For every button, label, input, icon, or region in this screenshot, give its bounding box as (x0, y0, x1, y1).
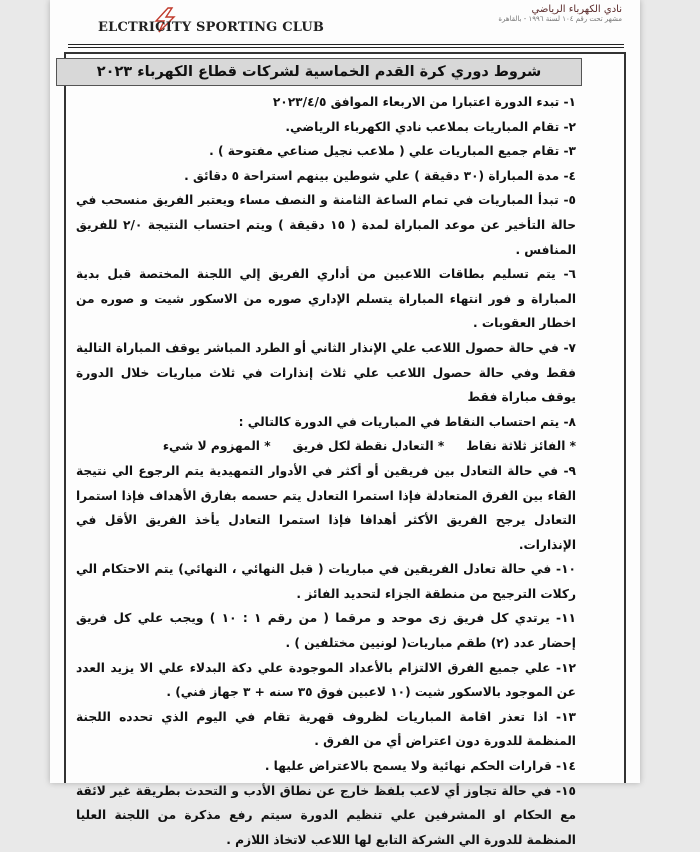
club-name-arabic: نادي الكهرباء الرياضي (531, 4, 622, 15)
club-name-english: ELCTRICITY SPORTING CLUB (98, 20, 325, 35)
rule-item: ٨- يتم احتساب النقاط في المباريات في الدورة كالتالي : (238, 414, 576, 429)
rule-item: ١٥- في حالة تجاوز أي لاعب بلفظ خارج عن نطاق الأدب و التحدث بطريقة غير لائقة مع الحكام او المشرفين علي تنظيم الدورة سيتم رفع مذكرة من اللجنة العليا المنظمة للدورة الي الشركة التابع لها اللاعب لاتخاذ اللازم . (76, 783, 576, 847)
club-registration: مشهر تحت رقم ١٠٤ لسنة ١٩٩٦ - بالقاهرة (498, 15, 622, 23)
rule-item: ١٤- قرارات الحكم نهائية ولا يسمح بالاعتراض عليها . (264, 759, 576, 774)
points-loss: * المهزوم لا شيء (162, 439, 271, 454)
rules-list (76, 90, 576, 852)
rule-item: ٥- تبدأ المباريات في تمام الساعة الثامنة و النصف مساء ويعتبر الفريق منسحب في حالة التأخير عن موعد المباراة لمدة ( ١٥ دقيقة ) ويتم احتساب النتيجة ٢/٠ للفريق المنافس . (76, 193, 576, 257)
rule-item: ٩- في حالة التعادل بين فريقين أو أكثر في الأدوار التمهيدية يتم الرجوع الي نتيجة القاء بين الفرق المتعادلة فإذا استمرا التعادل يتم حسمه بفارق الأهداف فإذا استمرا التعادل يرجح الفريق الأكثر أهدافا فإذا استمرا التعادل يأخذ الفريق الأقل في الإنذارات. (76, 463, 576, 552)
header-divider-secondary (68, 47, 624, 48)
rule-item: ١٢- علي جميع الفرق الالتزام بالأعداد الموجودة علي دكة البدلاء علي الا يزيد العدد عن الموجود بالاسكور شيت (١٠ لاعبين فوق ٣٥ سنه + ٣ جهاز فني) . (76, 660, 576, 700)
rule-item: ١٠- في حالة تعادل الفريقين في مباريات ( قبل النهائي ، النهائي) يتم الاحتكام الي ركلات الترجيح من منطقة الجزاء لتحديد الفائز . (76, 562, 576, 601)
rule-item: ٤- مدة المباراة (٣٠ دقيقة ) علي شوطين بينهم استراحة ٥ دقائق . (184, 168, 576, 183)
points-win: * الفائز ثلاثة نقاط (466, 439, 576, 454)
rule-item: ١٣- اذا تعذر اقامة المباريات لظروف قهرية تقام في اليوم الذي تحدده اللجنة المنظمة للدورة دون اعتراض أي من الفرق . (76, 709, 576, 749)
header-divider (68, 44, 624, 45)
document-title: شروط دوري كرة القدم الخماسية لشركات قطاع الكهرباء ٢٠٢٣ (56, 58, 582, 86)
rule-item: ٦- يتم تسليم بطاقات اللاعبين من أداري الفريق إلي اللجنة المختصة قبل بدية المباراة و فور انتهاء المباراة يتسلم الإداري صوره من الاسكور شيت و صوره من اخطار العقوبات . (76, 267, 576, 331)
rule-item: ٢- تقام المباريات بملاعب نادي الكهرباء الرياضي. (285, 119, 576, 134)
rule-item: ١- تبدء الدورة اعتبارا من الاربعاء الموافق ٢٠٢٣/٤/٥ (272, 95, 576, 109)
rule-item: ٧- في حالة حصول اللاعب علي الإنذار الثاني أو الطرد المباشر يوقف المباراة التالية فقط وفي حالة حصول اللاعب علي ثلاث إنذارات في ثلاث مباريات خلال الدورة يوقف مباراة فقط (76, 340, 576, 405)
club-name-arabic-block (442, 4, 622, 23)
points-draw: * التعادل نقطة لكل فريق (292, 439, 445, 454)
points-breakdown (76, 434, 576, 459)
rule-item: ٣- تقام جميع المباريات علي ( ملاعب نجيل صناعي مفتوحة ) . (209, 144, 576, 159)
rule-item: ١١- يرتدي كل فريق زى موحد و مرقما ( من رقم ١ : ١٠ ) ويجب علي كل فريق إحضار عدد (٢) طقم مباريات( لونيين مختلفين ) . (76, 611, 576, 651)
